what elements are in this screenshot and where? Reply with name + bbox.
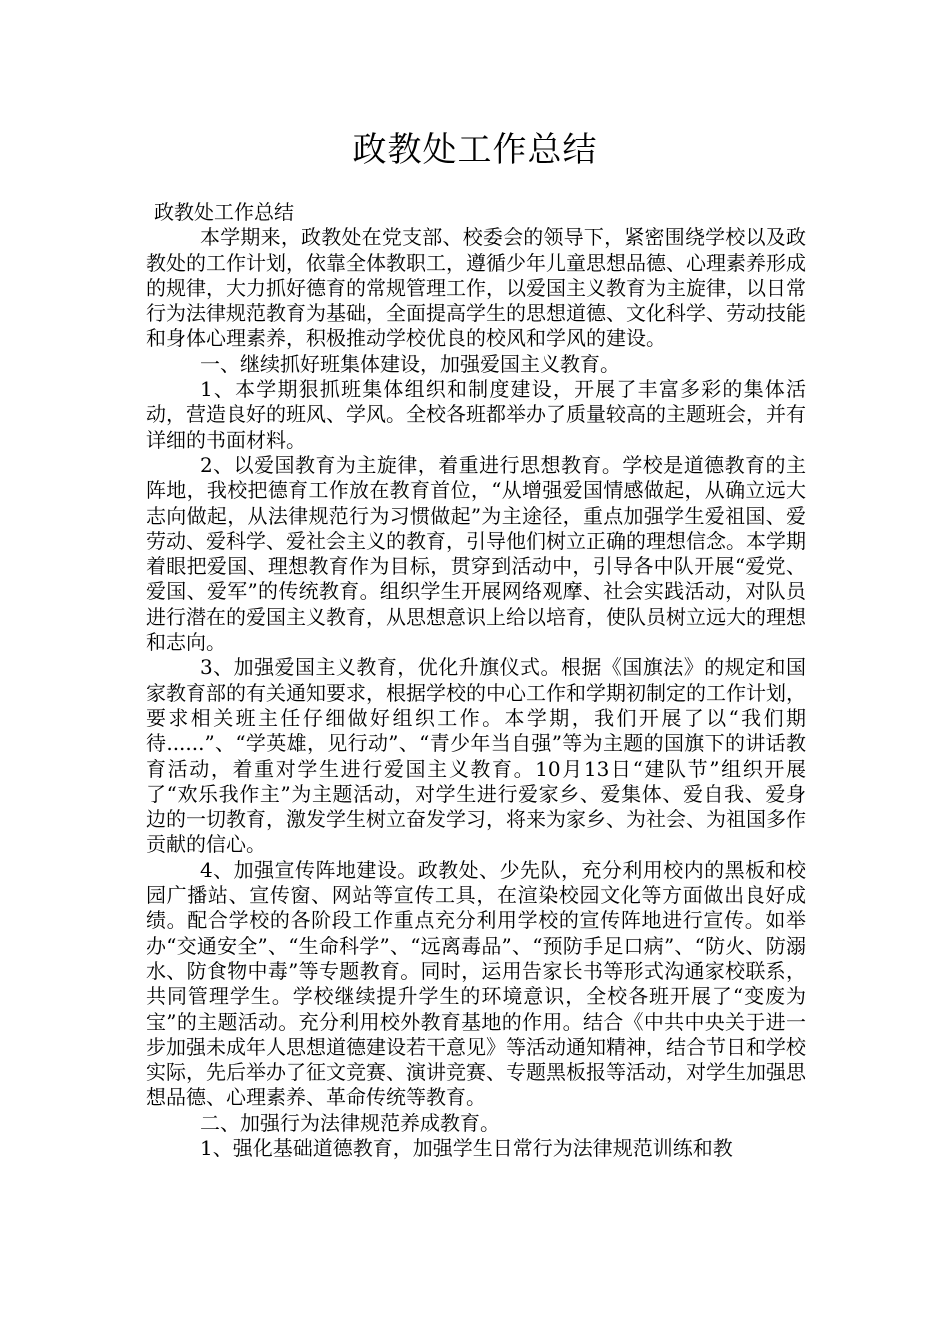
document-title: 政教处工作总结 xyxy=(352,130,598,170)
paragraph-1-3: 3、加强爱国主义教育，优化升旗仪式。根据《国旗法》的规定和国家教育部的有关通知要求，根据学校的中心工作和学期初制定的工作计划，要求相关班主任仔细做好组织工作。本学期，我们开展了以“我们期待......”、“学英雄，见行动”、“青少年当自强”等为主题的国旗下的讲话教育活动，着重对学生进行爱国主义教育。10月13日“建队节”组织开展了“欢乐我作主”为主题活动，对学生进行爱家乡、爱集体、爱自我、爱身边的一切教育，激发学生树立奋发学习，将来为家乡、为社会、为祖国多作贡献的信心。 xyxy=(146,655,806,857)
section-heading-2: 二、加强行为法律规范养成教育。 xyxy=(200,1110,500,1135)
paragraph-2-1: 1、强化基础道德教育，加强学生日常行为法律规范训练和教 xyxy=(200,1135,733,1160)
paragraph-1-2: 2、以爱国教育为主旋律，着重进行思想教育。学校是道德教育的主阵地，我校把德育工作放在教育首位，“从增强爱国情感做起，从确立远大志向做起，从法律规范行为习惯做起”为主途径，重点加强学生爱祖国、爱劳动、爱科学、爱社会主义的教育，引导他们树立正确的理想信念。本学期着眼把爱国、理想教育作为目标，贯穿到活动中，引导各中队开展“爱党、爱国、爱军”的传统教育。组织学生开展网络观摩、社会实践活动，对队员进行潜在的爱国主义教育，从思想意识上给以培育，使队员树立远大的理想和志向。 xyxy=(146,452,806,655)
paragraph-1-4: 4、加强宣传阵地建设。政教处、少先队，充分利用校内的黑板和校园广播站、宣传窗、网站等宣传工具，在渲染校园文化等方面做出良好成绩。配合学校的各阶段工作重点充分利用学校的宣传阵地进行宣传。如举办“交通安全”、“生命科学”、“远离毒品”、“预防手足口病”、“防火、防溺水、防食物中毒”等专题教育。同时，运用告家长书等形式沟通家校联系，共同管理学生。学校继续提升学生的环境意识，全校各班开展了“变废为宝”的主题活动。充分利用校外教育基地的作用。结合《中共中央关于进一步加强未成年人思想道德建设若干意见》等活动通知精神，结合节日和学校实际，先后举办了征文竞赛、演讲竞赛、专题黑板报等活动，对学生加强思想品德、心理素养、革命传统等教育。 xyxy=(146,857,806,1110)
paragraph-1-1: 1、本学期狠抓班集体组织和制度建设，开展了丰富多彩的集体活动，营造良好的班风、学风。全校各班都举办了质量较高的主题班会，并有详细的书面材料。 xyxy=(146,377,806,452)
document-subtitle: 政教处工作总结 xyxy=(154,200,294,224)
paragraph-intro: 本学期来，政教处在党支部、校委会的领导下，紧密围绕学校以及政教处的工作计划，依靠全体教职工，遵循少年儿童思想品德、心理素养形成的规律，大力抓好德育的常规管理工作，以爱国主义教育为主旋律，以日常行为法律规范教育为基础，全面提高学生的思想道德、文化科学、劳动技能和身体心理素养，积极推动学校优良的校风和学风的建设。 xyxy=(146,225,806,351)
document-body xyxy=(146,200,806,1161)
section-heading-1: 一、继续抓好班集体建设，加强爱国主义教育。 xyxy=(200,351,620,376)
